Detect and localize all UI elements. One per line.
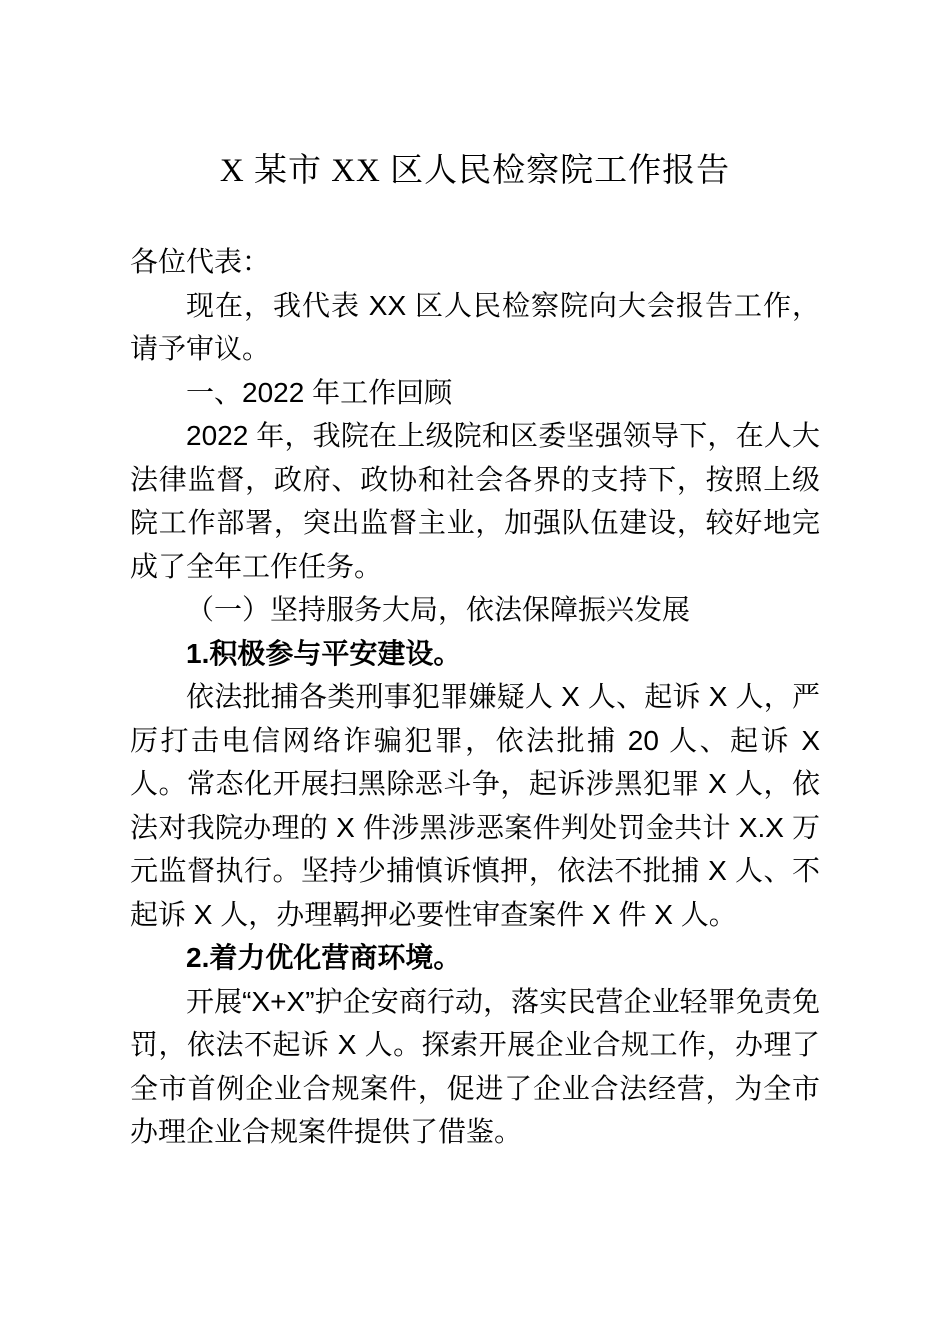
item-heading-public-safety: 1.积极参与平安建设。 [186, 637, 462, 669]
document-body [130, 240, 820, 1154]
page-title: X 某市 XX 区人民检察院工作报告 [219, 153, 731, 189]
paragraph-business-environment-detail: 开展“X+X”护企安商行动，落实民营企业轻罪免责免 罚，依法不起诉 X 人。探索开展企业合规工作，办理了全市首例企业合规案件，促进了企业合法经营，为全市办理企业合规案件提供了借鉴。 [130, 985, 820, 1147]
paragraph-public-safety-detail: 依法批捕各类刑事犯罪嫌疑人 X 人、起诉 X 人，严厉打击电信网络诈骗犯罪，依法批捕 20 人、起诉 X 人。常态化开展扫黑除恶斗争，起诉涉黑犯罪 X 人，依法对我院办理的 X 件涉黑涉恶案件判处罚金共计 X.X 万元监督执行。坚持少捕慎诉慎押，依法不批捕 X 人、不起诉 X 人，办理羁押必要性审查案件 X 件 X 人。 [130, 681, 820, 930]
item-heading-business-environment: 2.着力优化营商环境。 [186, 942, 462, 973]
paragraph-intro: 现在，我代表 XX 区人民检察院向大会报告工作，请予审议。 [130, 289, 820, 364]
section-heading-2022-review: 一、2022 年工作回顾 [186, 376, 453, 408]
subsection-heading-serve-overall: （一）坚持服务大局，依法保障振兴发展 [186, 594, 691, 625]
salutation: 各位代表： [130, 246, 271, 277]
paragraph-2022-overview: 2022 年，我院在上级院和区委坚强领导下，在人大法律监督，政府、政协和社会各界的支持下，按照上级院工作部署，突出监督主业，加强队伍建设，较好地完成了全年工作任务。 [130, 420, 820, 582]
